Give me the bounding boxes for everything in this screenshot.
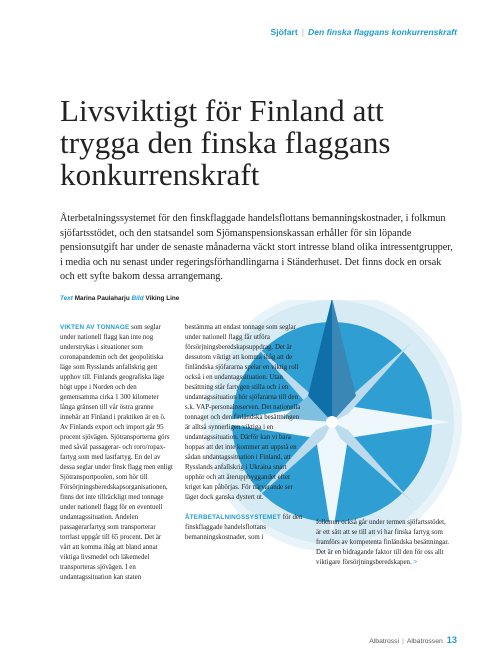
section-header — [271, 27, 457, 37]
section-name: Sjöfart — [270, 27, 298, 37]
page-number: 13 — [446, 635, 457, 645]
body-paragraph: som seglar under nationell flagg kan inte nog understrykas i situationer som coronapandemin och det geopolitiska läge som Rysslands anfallskrig gett upphov till. Finlands geografiska läge högt uppe i Norden och den gemensamma cirka 1 300 kilometer långa gränsen till vår östra granne innebär att Finland i praktiken är en ö. Av Finlands export och import går 95 procent sjövägen. Sjötransporterna görs med såväl passagerar- och roro/ropax-fartyg som med lastfartyg. En del av dessa seglar under finsk flagg men enligt Sjötransportpoolen, som hör till Försörjningsberedskapsorganisationen, finns det inte tillräckligt med tonnage under nationell flagg för en eventuell undantagssituation. Andelen passagerarfartyg som transporterar torrlast uppgår till 65 procent. Det är vårt att komma ihåg att bland annat viktiga livsmedel och läkemedel transporteras sjövägen. I en undantagssituation kan staten — [60, 324, 173, 581]
body-column-2 — [185, 323, 303, 543]
article-headline: Livsviktigt för Finland att trygga den finska flaggans konkurrenskraft — [60, 93, 391, 192]
footer-separator: | — [402, 638, 404, 645]
continue-arrow-icon: > — [413, 559, 418, 566]
byline-image-label: Bild — [131, 295, 144, 302]
byline-author: Marina Paulaharju — [74, 295, 130, 302]
article-lede: Återbetalningssystemet för den finskflaggade handelsflottans bemanningskostnader, i folkmun sjöfartsstödet, och den statsandel som Sjömanspensionskassan erhåller för sin löpande pensionsutgift har under de senaste månaderna väckt stort intresse bland olika intressentgrupper, i media och nu senast under regeringsförhandlingarna i Ständerhuset. Det finns dock en orsak och ett syfte bakom dessa arrangemang. — [60, 213, 453, 283]
body-column-3 — [316, 518, 452, 568]
section-topic: Den finska flaggans konkurrenskraft — [307, 27, 457, 37]
body-paragraph: för den finskflaggade handelsflottans bemanningskostnader, som i — [185, 514, 303, 541]
byline-text-label: Text — [60, 295, 73, 302]
body-paragraph: folkmun också går under termen sjöfartsstödet, är ett sätt att se till att vi har finska fartyg som framförs av kompetenta finländska besättningar. Det är en bidragande faktor till den för oss allt viktigare försörjningsberedskapen. — [316, 519, 449, 566]
body-paragraph: bestämma att endast tonnage som seglar under nationell flagg får utföra försörjningsberedskapsuppdrag. Det är dessutom viktigt att komma ihåg att de finländska sjöfararna spelar en viktig roll också i en undantagssituation. Utan besättning står fartygen stilla och i en undantagssituation hör sjöfararna till den s.k. VAP-personalreserven. Det nationella tonnaget och den finländska besättningen är alltså synnerligen viktiga i en undantagssituation. Därför kan vi bara hoppas att det inte kommer att uppstå en sådan undantagssituation i Finland, att Rysslands anfallskrig i Ukraina snart upphör och att återuppbyggandet efter kriget kan påbörjas. För närvarande ser läget dock ganska dystert ut. — [185, 324, 301, 501]
page-footer — [369, 635, 457, 645]
section-lead-in: VIKTEN AV TONNAGE — [60, 324, 130, 331]
section-lead-in: ÅTERBETALNINGSSYSTEMET — [185, 514, 281, 521]
header-separator: | — [301, 27, 304, 37]
body-column-1 — [60, 323, 173, 583]
magazine-name-sv: Albatrossen — [406, 638, 443, 645]
byline-image-credit: Viking Line — [145, 295, 180, 302]
byline — [60, 295, 179, 302]
magazine-name: Albatrossi — [369, 638, 400, 645]
